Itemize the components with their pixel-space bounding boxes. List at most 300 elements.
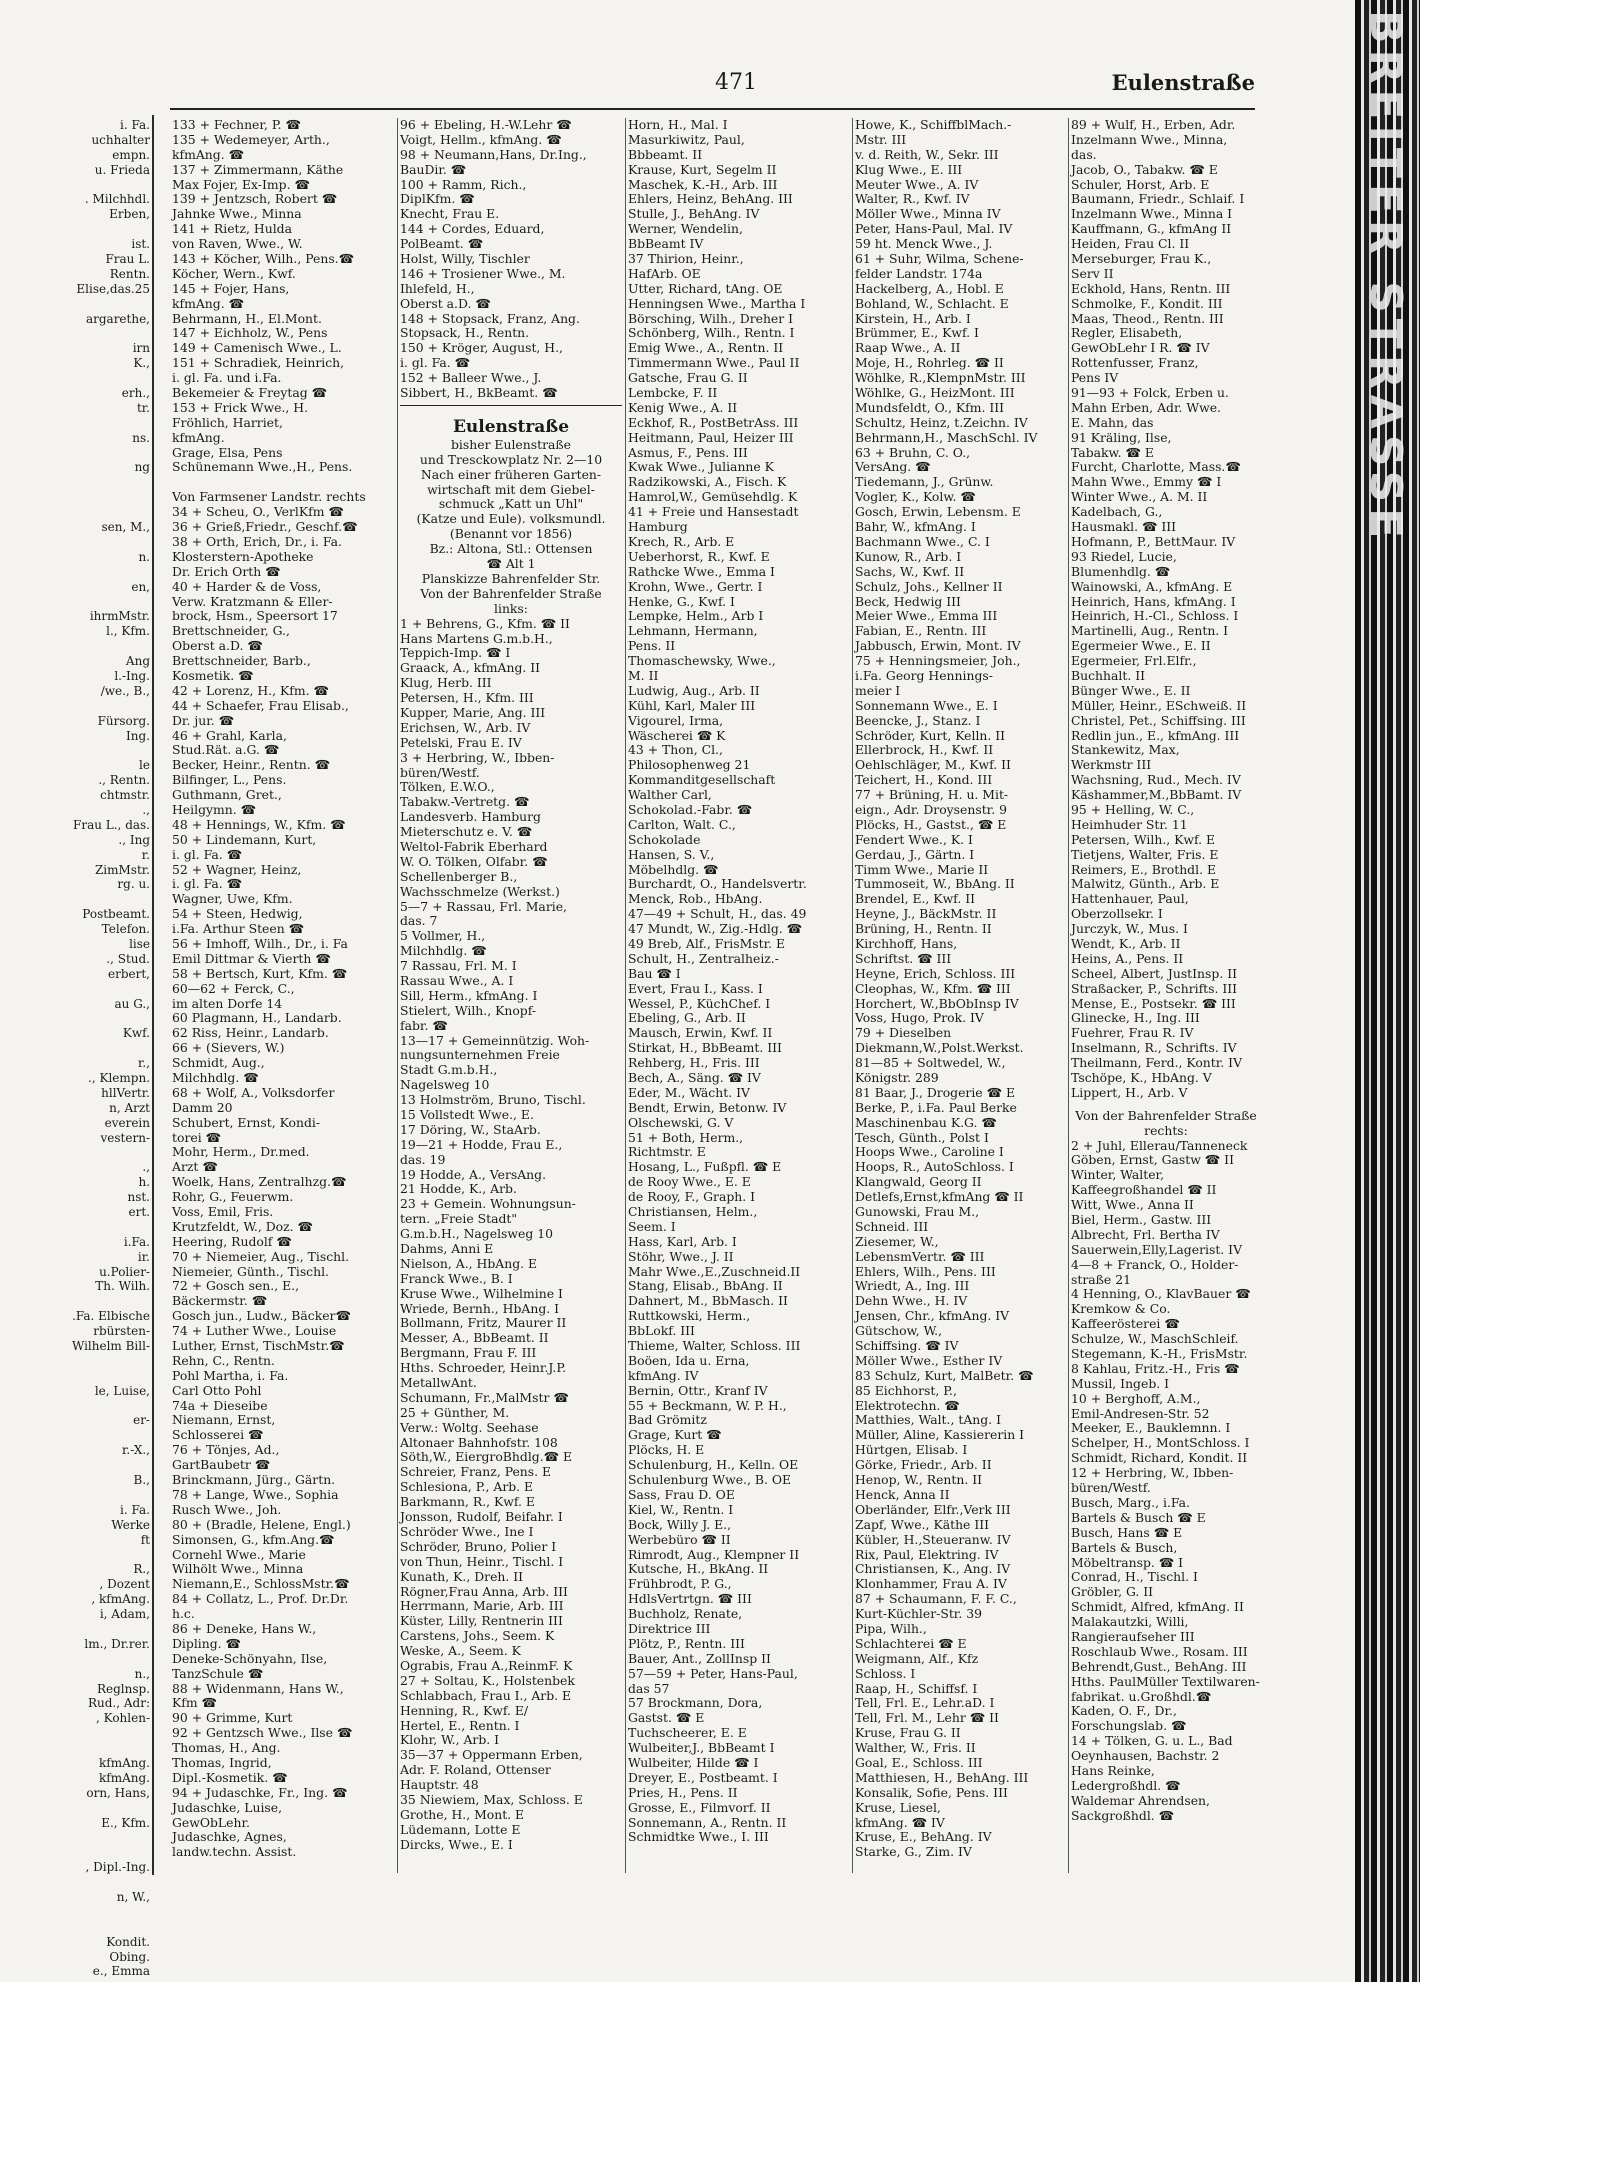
directory-entry-line: M. II — [628, 667, 659, 683]
directory-entry-line: 4 Henning, O., KlavBauer ☎ — [1071, 1286, 1251, 1302]
directory-entry-line — [172, 475, 394, 490]
directory-entry-line: Küster, Lilly, Rentnerin III — [400, 1613, 563, 1629]
directory-entry-line: 54 + Steen, Hedwig, — [172, 906, 303, 922]
directory-entry-line: Voss, Emil, Fris. — [172, 1204, 274, 1220]
directory-entry-line: Tell, Frl. E., Lehr.aD. I — [855, 1695, 995, 1711]
directory-entry-line: Seem. I — [628, 1218, 676, 1234]
directory-entry-line: Weigmann, Alf., Kfz — [855, 1650, 979, 1666]
directory-entry-line: Fabian, E., Rentn. III — [855, 623, 987, 639]
directory-entry-line: Plötz, P., Rentn. III — [628, 1635, 745, 1651]
directory-entry-line: Möbelhdlg. ☎ — [628, 861, 719, 877]
directory-entry-line: 85 Eichhorst, P., — [855, 1382, 957, 1398]
directory-entry-line: 92 + Gentzsch Wwe., Ilse ☎ — [172, 1725, 353, 1741]
directory-entry-line: Pipa, Wilh., — [855, 1620, 927, 1636]
directory-entry-line: Heinrich, H.-Cl., Schloss. I — [1071, 608, 1239, 624]
directory-entry-line: Boöen, Ida u. Erna, — [628, 1352, 750, 1368]
margin-fragment: Ang — [125, 654, 150, 669]
directory-entry-line: Ueberhorst, R., Kwf. E — [628, 548, 770, 564]
directory-entry-line: Pens. II — [628, 638, 676, 654]
directory-entry-line: Cleophas, W., Kfm. ☎ III — [855, 980, 1011, 996]
directory-entry-line: G.m.b.H., Nagelsweg 10 — [400, 1226, 553, 1242]
directory-entry-line: Howe, K., SchiffblMach.- — [855, 117, 1012, 132]
margin-fragment: , Dozent — [99, 1577, 150, 1592]
directory-entry-line: kfmAng. ☎ — [172, 295, 245, 311]
directory-entry-line: 3 + Herbring, W., Ibben- — [400, 749, 555, 765]
directory-entry-line: Detlefs,Ernst,kfmAng ☎ II — [855, 1189, 1024, 1205]
directory-entry-line: Becker, Heinr., Rentn. ☎ — [172, 757, 331, 773]
margin-fragment: R., — [133, 1562, 150, 1577]
directory-entry-line: Wulbeiter,J., BbBeamt I — [628, 1740, 775, 1756]
directory-entry-line: 12 + Herbring, W., Ibben- — [1071, 1465, 1234, 1481]
directory-entry-line: Wöhlke, R.,KlempnMstr. III — [855, 370, 1026, 386]
directory-entry-line: 21 Hodde, K., Arb. — [400, 1181, 517, 1197]
directory-entry-line: 76 + Tönjes, Ad., — [172, 1442, 280, 1458]
directory-entry-line: Martinelli, Aug., Rentn. I — [1071, 623, 1229, 639]
directory-entry-line: Schmidt, Alfred, kfmAng. II — [1071, 1599, 1244, 1615]
directory-entry-line: de Rooy Wwe., E. E — [628, 1174, 751, 1190]
directory-entry-line: Judaschke, Agnes, — [172, 1829, 287, 1845]
directory-column-1 — [172, 118, 394, 1888]
directory-entry-line: Rangieraufseher III — [1071, 1628, 1195, 1644]
directory-entry-line: Herrmann, Marie, Arb. III — [400, 1598, 564, 1614]
directory-entry-line: Schellenberger B., — [400, 868, 518, 884]
directory-entry-line: Jurczyk, W., Mus. I — [1071, 921, 1188, 937]
directory-entry-line: Brüning, H., Rentn. II — [855, 921, 992, 937]
street-note: ☎ Alt 1 — [486, 556, 536, 572]
directory-entry-line: Oberländer, Elfr.,Verk III — [855, 1501, 1011, 1517]
margin-fragment: everein — [104, 1115, 150, 1130]
directory-entry-line: 94 + Judaschke, Fr., Ing. ☎ — [172, 1784, 348, 1800]
directory-entry-line: Maas, Theod., Rentn. III — [1071, 310, 1224, 326]
directory-entry-line: Krause, Kurt, Segelm II — [628, 161, 777, 177]
directory-entry-line: Sonnemann, A., Rentn. II — [628, 1814, 787, 1830]
directory-entry-line: Verw. Kratzmann & Eller- — [172, 593, 333, 609]
directory-entry-line: i.Fa. Georg Hennings- — [855, 667, 993, 683]
directory-entry-line: Verw.: Woltg. Seehase — [400, 1419, 539, 1435]
directory-entry-line: 152 + Balleer Wwe., J. — [400, 370, 542, 386]
directory-entry-line: Glinecke, H., Ing. III — [1071, 1010, 1200, 1026]
directory-entry-line: Werkmstr III — [1071, 757, 1152, 773]
directory-entry-line: Grage, Elsa, Pens — [172, 444, 283, 460]
directory-entry-line: Schreier, Franz, Pens. E — [400, 1464, 552, 1480]
margin-fragment: nst. — [127, 1190, 150, 1205]
directory-entry-line: Regler, Elisabeth, — [1071, 325, 1183, 341]
margin-fragment: Frau L., das. — [73, 817, 150, 832]
directory-entry-line: Heimhuder Str. 11 — [1071, 816, 1188, 832]
street-heading: Eulenstraße — [452, 416, 570, 437]
margin-fragment: B., — [133, 1473, 150, 1488]
directory-entry-line: Hofmann, P., BettMaur. IV — [1071, 533, 1236, 549]
directory-entry-line: 56 + Imhoff, Wilh., Dr., i. Fa — [172, 935, 348, 951]
directory-entry-line: Kwak Wwe., Julianne K — [628, 459, 774, 475]
margin-fragment — [0, 1041, 150, 1056]
binding-edge — [1355, 0, 1420, 1982]
directory-entry-line: 60—62 + Ferck, C., — [172, 980, 295, 996]
directory-entry-line: 36 + Grieß,Friedr., Geschf.☎ — [172, 519, 358, 535]
directory-entry-line: Meier Wwe., Emma III — [855, 608, 998, 624]
directory-entry-line: das. — [1071, 146, 1097, 162]
directory-entry-line: Tell, Frl. M., Lehr ☎ II — [855, 1710, 999, 1726]
directory-entry-line: Lembcke, F. II — [628, 385, 718, 401]
directory-entry-line: Guthmann, Gret., — [172, 787, 282, 803]
page-margin — [0, 1982, 1600, 2177]
directory-entry-line: Jabbusch, Erwin, Mont. IV — [855, 638, 1021, 654]
directory-entry-line: Lempke, Helm., Arb I — [628, 608, 764, 624]
directory-entry-line: Kunow, R., Arb. I — [855, 548, 962, 564]
directory-entry-line: Pries, H., Pens. II — [628, 1784, 738, 1800]
directory-entry-line: Ludwig, Aug., Arb. II — [628, 682, 760, 698]
directory-entry-line: 93 Riedel, Lucie, — [1071, 548, 1177, 564]
directory-entry-line: Schloss. I — [855, 1665, 916, 1681]
directory-entry-line: Köcher, Wern., Kwf. — [172, 265, 296, 281]
directory-entry-line: Altonaer Bahnhofstr. 108 — [400, 1434, 558, 1450]
directory-entry-line: Goal, E., Schloss. III — [855, 1754, 983, 1770]
directory-entry-line: Dehn Wwe., H. IV — [855, 1293, 968, 1309]
column-divider — [1068, 118, 1069, 1873]
directory-entry-line: Schriftst. ☎ III — [855, 950, 952, 966]
directory-entry-line: Baumann, Friedr., Schlaif. I — [1071, 191, 1245, 207]
directory-entry-line: Schubert, Ernst, Kondi- — [172, 1114, 321, 1130]
directory-entry-line: Dircks, Wwe., E. I — [400, 1836, 513, 1852]
directory-entry-line: Gosch, Erwin, Lebensm. E — [855, 504, 1021, 520]
directory-entry-line: Schröder, Kurt, Kelln. II — [855, 727, 1006, 743]
directory-entry-line: 83 Schulz, Kurt, MalBetr. ☎ — [855, 1367, 1034, 1383]
margin-fragment: Ing. — [126, 728, 150, 743]
directory-entry-line: Stud.Rät. a.G. ☎ — [172, 742, 280, 758]
margin-fragment: r. — [141, 847, 150, 862]
margin-fragment — [0, 222, 150, 237]
directory-entry-line: Hattenhauer, Paul, — [1071, 891, 1189, 907]
directory-entry-line: Hans Martens G.m.b.H., — [400, 630, 553, 646]
margin-fragment — [0, 1354, 150, 1369]
directory-entry-line: Furcht, Charlotte, Mass.☎ — [1071, 459, 1241, 475]
directory-entry-line: 47—49 + Schult, H., das. 49 — [628, 906, 807, 922]
directory-entry-line: 153 + Frick Wwe., H. — [172, 399, 309, 415]
column-divider — [625, 118, 626, 1873]
directory-entry-line: Jacob, O., Tabakw. ☎ E — [1071, 161, 1218, 177]
directory-entry-line: 62 Riss, Heinr., Landarb. — [172, 1025, 329, 1041]
directory-entry-line: Mahr Wwe.,E.,Zuschneid.II — [628, 1263, 801, 1279]
directory-entry-line: Kaden, O. F., Dr., — [1071, 1703, 1177, 1719]
directory-entry-line: 147 + Eichholz, W., Pens — [172, 325, 328, 341]
margin-fragment — [0, 371, 150, 386]
directory-entry-line: 25 + Günther, M. — [400, 1404, 510, 1420]
directory-entry-line: Tschöpe, K., HbAng. V — [1071, 1070, 1212, 1085]
directory-entry-line: Timmermann Wwe., Paul II — [628, 355, 800, 371]
directory-entry-line: Jensen, Chr., kfmAng. IV — [855, 1308, 1010, 1324]
directory-entry-line: Stielert, Wilh., Knopf- — [400, 1002, 537, 1018]
margin-fragment: rbürsten- — [93, 1324, 150, 1339]
directory-entry-line: 66 + (Sievers, W.) — [172, 1040, 285, 1056]
directory-entry-line: Rusch Wwe., Joh. — [172, 1501, 282, 1517]
directory-entry-line: Zapf, Wwe., Käthe III — [855, 1516, 989, 1532]
street-note: bisher Eulenstraße — [451, 436, 571, 452]
directory-entry-line: Bendt, Erwin, Betonw. IV — [628, 1099, 787, 1115]
directory-entry-line: straße 21 — [1071, 1271, 1131, 1287]
directory-entry-line: Bartels & Busch ☎ E — [1071, 1509, 1206, 1525]
directory-entry-line: 17 Döring, W., StaArb. — [400, 1121, 541, 1137]
directory-entry-line: Sonnemann Wwe., E. I — [855, 697, 998, 713]
directory-entry-line: Schmidt, Aug., — [172, 1055, 265, 1071]
directory-entry-line: 2 + Juhl, Ellerau/Tanneneck — [1071, 1137, 1248, 1153]
margin-fragment — [0, 595, 150, 610]
directory-entry-line: Lehmann, Hermann, — [628, 623, 758, 639]
directory-entry-line: Lüdemann, Lotte E — [400, 1821, 521, 1837]
directory-entry-line: Wäscherei ☎ K — [628, 727, 726, 743]
margin-fragment: ihrmMstr. — [89, 609, 150, 624]
directory-entry-line: 50 + Lindemann, Kurt, — [172, 831, 317, 847]
margin-fragment: vestern- — [100, 1130, 150, 1145]
directory-entry-line: Schlesiona, P., Arb. E — [400, 1479, 534, 1495]
directory-entry-line: Cornehl Wwe., Marie — [172, 1546, 306, 1562]
directory-entry-line: Plöcks, H., Gastst., ☎ E — [855, 816, 1007, 832]
directory-entry-line: 44 + Schaefer, Frau Elisab., — [172, 697, 349, 713]
directory-entry-line: 88 + Widenmann, Hans W., — [172, 1680, 344, 1696]
directory-entry-line: HdlsVertrtgn. ☎ III — [628, 1591, 752, 1607]
directory-entry-line: Kfm ☎ — [172, 1695, 217, 1711]
directory-entry-line: 14 + Tölken, G. u. L., Bad — [1071, 1733, 1233, 1749]
margin-fragment: ., Stud. — [106, 951, 150, 966]
directory-entry-line: Gosch jun., Ludw., Bäcker☎ — [172, 1308, 351, 1324]
directory-entry-line: Schulze, W., MaschSchleif. — [1071, 1331, 1239, 1347]
directory-entry-line: 75 + Henningsmeier, Joh., — [855, 653, 1021, 669]
directory-entry-line: Kiel, W., Rentn. I — [628, 1501, 734, 1517]
margin-fragment: Rentn. — [109, 266, 150, 281]
directory-entry-line: 100 + Ramm, Rich., — [400, 176, 527, 192]
margin-fragment — [0, 1428, 150, 1443]
directory-entry-line: Henke, G., Kwf. I — [628, 593, 735, 609]
directory-entry-line: Stang, Elisab., BbAng. II — [628, 1278, 783, 1294]
directory-entry-line: Werbebüro ☎ II — [628, 1531, 731, 1547]
directory-entry-line: Radzikowski, A., Fisch. K — [628, 474, 787, 490]
directory-entry-line: Schuler, Horst, Arb. E — [1071, 176, 1210, 192]
directory-entry-line: büren/Westf. — [400, 764, 480, 780]
directory-entry-line: Maschek, K.-H., Arb. III — [628, 176, 778, 192]
directory-entry-line: Walther Carl, — [628, 787, 712, 803]
street-note: Nach einer früheren Garten- — [420, 466, 602, 482]
directory-entry-line: Hass, Karl, Arb. I — [628, 1233, 737, 1249]
directory-entry-line: Kauffmann, G., kfmAng II — [1071, 221, 1232, 237]
directory-entry-line: Hauptstr. 48 — [400, 1777, 479, 1793]
margin-fragment: E., Kfm. — [101, 1815, 150, 1830]
directory-entry-line: MetallwAnt. — [400, 1375, 477, 1391]
margin-fragment: erh., — [121, 386, 150, 401]
directory-entry-line: Heins, A., Pens. II — [1071, 950, 1184, 966]
directory-entry-line: Hoops Wwe., Caroline I — [855, 1144, 1004, 1160]
directory-entry-line: Maschinenbau K.G. ☎ — [855, 1114, 997, 1130]
directory-entry-line: Heiden, Frau Cl. II — [1071, 236, 1190, 252]
margin-fragment — [0, 475, 150, 490]
directory-entry-line: Möller Wwe., Esther IV — [855, 1352, 1003, 1368]
directory-entry-line: von Raven, Wwe., W. — [172, 236, 303, 252]
directory-entry-line: 145 + Fojer, Hans, — [172, 280, 290, 296]
directory-entry-line: Schmidt, Richard, Kondit. II — [1071, 1450, 1248, 1466]
directory-entry-line: 60 Plagmann, H., Landarb. — [172, 1010, 342, 1026]
margin-fragment — [0, 535, 150, 550]
directory-entry-line: 137 + Zimmermann, Käthe — [172, 161, 344, 177]
directory-entry-line: Christiansen, Helm., — [628, 1204, 758, 1220]
margin-fragment: ir. — [137, 1249, 150, 1264]
directory-entry-line: Thomas, H., Ang. — [172, 1740, 281, 1756]
directory-entry-line: Grage, Kurt ☎ — [628, 1427, 722, 1443]
directory-entry-line: Redlin jun., E., kfmAng. III — [1071, 727, 1240, 743]
directory-entry-line: Ihlefeld, H., — [400, 280, 475, 296]
directory-entry-line: i. gl. Fa. ☎ — [172, 876, 243, 892]
margin-fragment — [0, 743, 150, 758]
directory-entry-line: 27 + Soltau, K., Holstenbek — [400, 1672, 575, 1688]
margin-fragment — [0, 1458, 150, 1473]
directory-entry-line: Bartels & Busch, — [1071, 1539, 1178, 1555]
directory-entry-line: 52 + Wagner, Heinz, — [172, 861, 302, 877]
directory-entry-line: 141 + Rietz, Hulda — [172, 221, 292, 237]
directory-entry-line: Kaffeerösterei ☎ — [1071, 1316, 1180, 1332]
directory-entry-line: DiplKfm. ☎ — [400, 191, 475, 207]
directory-entry-line: GewObLehr. — [172, 1814, 250, 1830]
directory-entry-line: 34 + Scheu, O., VerlKfm ☎ — [172, 504, 344, 520]
directory-entry-line: Wainowski, A., kfmAng. E — [1071, 578, 1233, 594]
directory-entry-line: Kruse, Liesel, — [855, 1799, 941, 1815]
directory-entry-line: Schlosserei ☎ — [172, 1427, 264, 1443]
directory-entry-line: Oberzollsekr. I — [1071, 906, 1163, 922]
directory-entry-line: Bekemeier & Freytag ☎ — [172, 385, 328, 401]
directory-entry-line: Rimrodt, Aug., Klempner II — [628, 1546, 800, 1562]
directory-entry-line: VersAng. ☎ — [855, 459, 931, 475]
directory-entry-line: kfmAng. ☎ IV — [855, 1814, 945, 1830]
directory-entry-line: Konsalik, Sofie, Pens. III — [855, 1784, 1008, 1800]
directory-entry-line: v. d. Reith, W., Sekr. III — [855, 146, 999, 162]
directory-entry-line: i. gl. Fa. ☎ — [172, 846, 243, 862]
margin-fragment — [0, 1920, 150, 1935]
directory-entry-line: Hths. Schroeder, Heinr.J.P. — [400, 1360, 567, 1376]
directory-entry-line: Bad Grömitz — [628, 1412, 707, 1428]
directory-entry-line: Moje, H., Rohrleg. ☎ II — [855, 355, 1004, 371]
directory-entry-line: Schönberg, Wilh., Rentn. I — [628, 325, 795, 341]
directory-entry-line: Forschungslab. ☎ — [1071, 1718, 1187, 1734]
directory-entry-line: 98 + Neumann,Hans, Dr.Ing., — [400, 146, 587, 162]
directory-entry-line: Christiansen, K., Ang. IV — [855, 1561, 1011, 1577]
margin-fragment — [0, 982, 150, 997]
directory-entry-line: eign., Adr. Droysenstr. 9 — [855, 801, 1007, 817]
directory-entry-line: 63 + Bruhn, C. O., — [855, 444, 971, 460]
directory-entry-line: Meuter Wwe., A. IV — [855, 176, 979, 192]
directory-entry-line: 46 + Grahl, Karla, — [172, 727, 287, 743]
directory-entry-line: 61 + Suhr, Wilma, Schene- — [855, 251, 1024, 267]
directory-entry-line: Plöcks, H. E — [628, 1442, 705, 1458]
margin-fragment: en, — [131, 579, 150, 594]
directory-entry-line: Schneid. III — [855, 1218, 929, 1234]
directory-entry-line: büren/Westf. — [1071, 1480, 1151, 1496]
directory-entry-line: Philosophenweg 21 — [628, 757, 751, 773]
directory-entry-line: Dipl.-Kosmetik. ☎ — [172, 1769, 288, 1785]
directory-entry-line: 5 Vollmer, H., — [400, 928, 486, 944]
directory-entry-line: Müller, Heinr., ESchweiß. II — [1071, 697, 1247, 713]
margin-fragment — [0, 1652, 150, 1667]
directory-entry-line: Bergmann, Frau F. III — [400, 1345, 537, 1361]
margin-fragment: ., — [142, 802, 150, 817]
margin-fragment: n., — [134, 1666, 150, 1681]
directory-entry-line: Eder, M., Wächt. IV — [628, 1084, 750, 1100]
directory-entry-line: Rathcke Wwe., Emma I — [628, 563, 775, 579]
directory-entry-line: Menck, Rob., HbAng. — [628, 891, 763, 907]
directory-entry-line: Göben, Ernst, Gastw ☎ II — [1071, 1152, 1234, 1168]
directory-entry-line: Winter Wwe., A. M. II — [1071, 489, 1208, 505]
directory-entry-line: Heering, Rudolf ☎ — [172, 1233, 292, 1249]
directory-entry-line: Meeker, E., Bauklemnn. I — [1071, 1420, 1231, 1436]
directory-entry-line: Petersen, H., Kfm. III — [400, 690, 534, 706]
directory-entry-line: 5—7 + Rassau, Frl. Marie, — [400, 898, 567, 914]
directory-entry-line: BbBeamt IV — [628, 236, 704, 252]
directory-entry-line: Scheel, Albert, JustInsp. II — [1071, 965, 1237, 981]
directory-entry-line: Ellerbrock, H., Kwf. II — [855, 742, 994, 758]
directory-entry-line: Raap Wwe., A. II — [855, 340, 961, 356]
directory-entry-line: 48 + Hennings, W., Kfm. ☎ — [172, 816, 346, 832]
margin-fragment: er- — [133, 1413, 150, 1428]
directory-entry-line: Tabakw.-Vertretg. ☎ — [400, 794, 530, 810]
directory-entry-line: 84 + Collatz, L., Prof. Dr.Dr. — [172, 1591, 349, 1607]
margin-fragment: u. Frieda — [94, 162, 150, 177]
margin-fragment — [0, 565, 150, 580]
directory-entry-line: 4—8 + Franck, O., Holder- — [1071, 1256, 1239, 1272]
directory-entry-line: torei ☎ — [172, 1129, 222, 1145]
directory-entry-line: Behrmann, H., El.Mont. — [172, 310, 322, 326]
directory-entry-line: Oehlschläger, M., Kwf. II — [855, 757, 1011, 773]
directory-entry-line: Stulle, J., BehAng. IV — [628, 206, 760, 222]
directory-entry-line: Tesch, Günth., Polst I — [855, 1129, 989, 1145]
directory-entry-line: Stegemann, K.-H., FrisMstr. — [1071, 1346, 1248, 1362]
margin-fragment: orn, Hans, — [86, 1785, 150, 1800]
directory-entry-line: Werner, Wendelin, — [628, 221, 743, 237]
directory-entry-line: Tölken, E.W.O., — [400, 779, 495, 795]
directory-entry-line: Rehn, C., Rentn. — [172, 1352, 275, 1368]
margin-fragment: chtmstr. — [100, 788, 150, 803]
directory-entry-line: Milchhdlg. ☎ — [400, 943, 487, 959]
directory-entry-line: Matthies, Walt., tAng. I — [855, 1412, 1001, 1428]
directory-entry-line: 72 + Gosch sen., E., — [172, 1278, 300, 1294]
street-note: rechts: — [1144, 1122, 1188, 1138]
directory-entry-line: Theilmann, Ferd., Kontr. IV — [1071, 1055, 1243, 1071]
directory-entry-line: Bachmann Wwe., C. I — [855, 533, 990, 549]
directory-entry-line: i. gl. Fa. ☎ — [400, 355, 471, 371]
directory-entry-line: Jonsson, Rudolf, Beifahr. I — [400, 1509, 563, 1525]
margin-fragment: irn — [132, 341, 150, 356]
directory-entry-line: Judaschke, Luise, — [172, 1799, 283, 1815]
directory-entry-line: Vogler, K., Kolw. ☎ — [855, 489, 976, 505]
margin-fragment: tr. — [136, 400, 150, 415]
directory-entry-line: brock, Hsm., Speersort 17 — [172, 608, 338, 624]
margin-fragment: .Fa. Elbische — [72, 1309, 150, 1324]
directory-column-4 — [855, 118, 1077, 1888]
directory-entry-line: Tietjens, Walter, Fris. E — [1071, 846, 1219, 862]
margin-fragment: , kfmAng. — [91, 1592, 150, 1607]
directory-entry-line: 78 + Lange, Wwe., Sophia — [172, 1486, 339, 1502]
directory-entry-line: Sass, Frau D. OE — [628, 1486, 735, 1502]
directory-entry-line: Teppich-Imp. ☎ I — [400, 645, 511, 661]
margin-fragment: n, Arzt — [109, 1100, 150, 1115]
directory-entry-line: Walther, W., Fris. II — [855, 1740, 976, 1756]
directory-entry-line: Behrendt,Gust., BehAng. III — [1071, 1658, 1247, 1674]
directory-entry-line: Gatsche, Frau G. II — [628, 370, 748, 386]
margin-fragment — [0, 326, 150, 341]
margin-fragment: rg. u. — [117, 877, 150, 892]
directory-entry-line: Arzt ☎ — [172, 1159, 218, 1175]
directory-entry-line: Stöhr, Wwe., J. II — [628, 1248, 734, 1264]
directory-entry-line: Bauer, Ant., ZollInsp II — [628, 1650, 771, 1666]
street-note: Bz.: Altona, Stl.: Ottensen — [429, 541, 593, 557]
directory-entry-line: Erichsen, W., Arb. IV — [400, 719, 531, 735]
directory-entry-line: Behrmann,H., MaschSchl. IV — [855, 429, 1038, 445]
directory-entry-line: Kupper, Marie, Ang. III — [400, 704, 546, 720]
margin-fragment: u.Polier- — [99, 1264, 150, 1279]
